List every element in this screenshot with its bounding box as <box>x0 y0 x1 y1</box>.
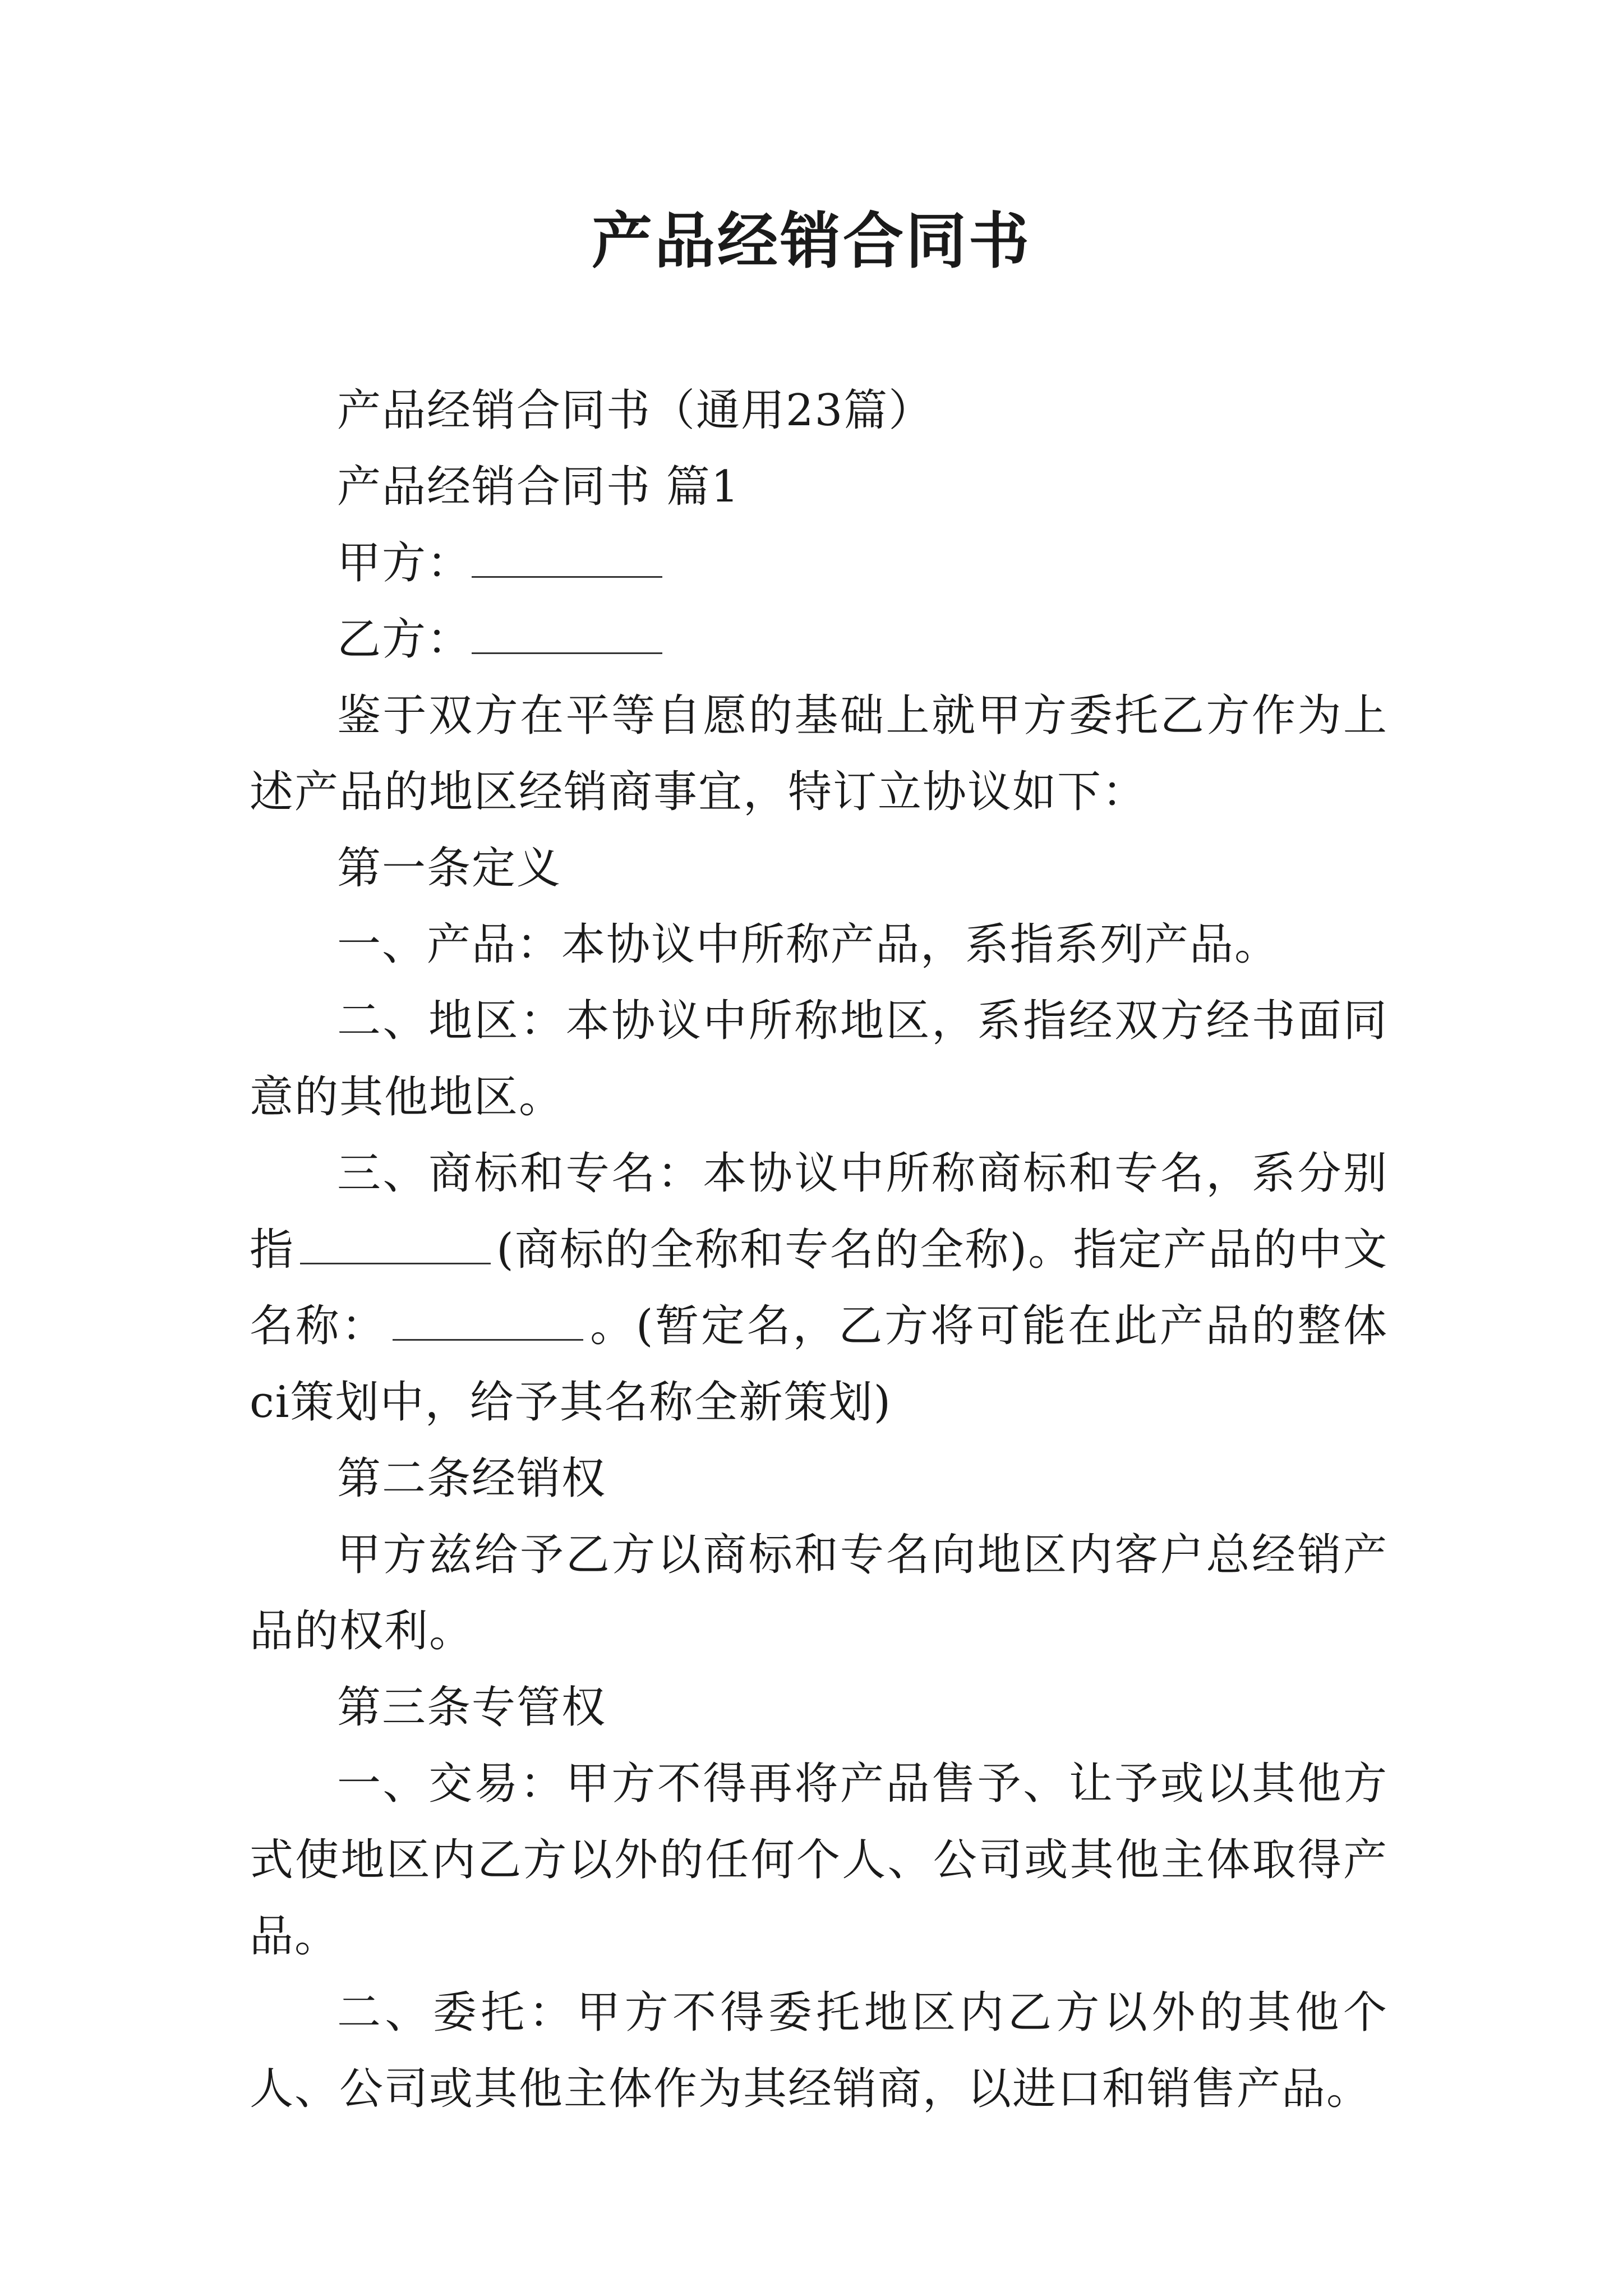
definition-trademark-part-2: (商标的全称和专名的全称)。指定产品的中文名称： <box>250 1225 1388 1351</box>
definition-product: 一、产品：本协议中所称产品，系指系列产品。 <box>337 919 1280 970</box>
exclusive-delegation: 二、委托：甲方不得委托地区内乙方以外的其他个人、公司或其他主体作为其经销商，以进口和销售产品。 <box>250 1987 1388 2114</box>
party-b-label: 乙方： <box>337 614 472 665</box>
article-1-heading: 第一条定义 <box>337 843 562 894</box>
party-a-blank <box>472 542 662 578</box>
definition-trademark-part-3: 。(暂定名，乙方将可能在此产品的整体ci策划中，给予其名称全新策划) <box>250 1301 1388 1428</box>
chinese-name-blank <box>393 1305 583 1341</box>
document-title: 产品经销合同书 <box>591 206 1031 277</box>
definition-region: 二、地区：本协议中所称地区，系指经双方经书面同意的其他地区。 <box>250 996 1388 1122</box>
party-a-line <box>250 525 1388 601</box>
distribution-right: 甲方兹给予乙方以商标和专名向地区内客户总经销产品的权利。 <box>250 1530 1388 1657</box>
preamble: 鉴于双方在平等自愿的基础上就甲方委托乙方作为上述产品的地区经销商事宜，特订立协议如下： <box>250 691 1388 817</box>
subtitle: 产品经销合同书（通用23篇） <box>337 385 934 436</box>
article-3-heading: 第三条专管权 <box>337 1682 607 1733</box>
party-b-line <box>250 601 1388 678</box>
trademark-name-blank <box>300 1229 491 1264</box>
party-a-label: 甲方： <box>337 538 472 588</box>
definition-trademark-part-1: 三、商标和专名：本协议中所称商标和专名，系分别指 <box>250 1148 1388 1275</box>
document-body <box>250 372 1388 2127</box>
article-2-heading: 第二条经销权 <box>337 1453 607 1504</box>
exclusive-trade: 一、交易：甲方不得再将产品售予、让予或以其他方式使地区内乙方以外的任何个人、公司或其他主体取得产品。 <box>250 1759 1388 1962</box>
definition-trademark <box>250 1135 1388 1441</box>
section-heading: 产品经销合同书 篇1 <box>337 462 740 512</box>
party-b-blank <box>472 619 662 654</box>
